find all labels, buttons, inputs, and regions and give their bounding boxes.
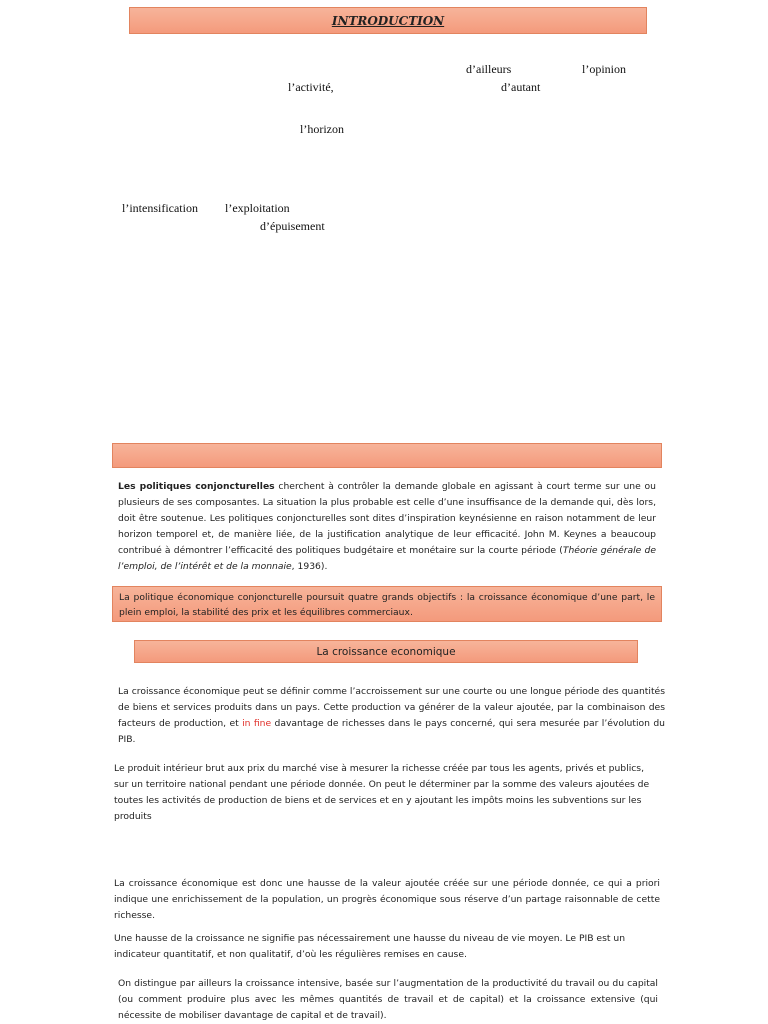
fragment-epuisement: d’épuisement [260,219,325,233]
introduction-title: INTRODUCTION [129,7,647,34]
fragment-opinion: l’opinion [582,62,626,76]
fragment-activite: l’activité, [288,80,334,94]
book-title: Théorie générale de l’emploi, de l’intérêt et de la monnaie [118,545,657,572]
fragment-ailleurs: d’ailleurs [466,62,512,76]
paragraph-text: cherchent à contrôler la demande globale en agissant à court terme sur une ou plusieurs de ses composantes. La situation la plus probable est celle d’une insuffisance de la demande qui, dès lors, doit être soutenue. Les politiques conjoncturelles sont dites d’inspiration keynésienne en raison notamment de leur horizon temporel et, de manière liée, de la justification analytique de leur efficacité. John M. Keynes a beaucoup contribué à démontrer l’efficacité des politiques budgétaire et monétaire sur la courte période ( [118,481,656,556]
fragment-horizon: l’horizon [300,122,344,136]
paragraph-niveau-de-vie: Une hausse de la croissance ne signifie pas nécessairement une hausse du niveau de vie moyen. Le PIB est un indicateur quantitatif, et non qualitatif, d’où les régulières remises en cause. [114,933,626,960]
paragraph-pib: Le produit intérieur brut aux prix du marché vise à mesurer la richesse créée par tous les agents, privés et publics, sur un territoire national pendant une période donnée. On peut le déterminer par la somme des valeurs ajoutées de toutes les activités de production de biens et de services et en y ajoutant les impôts moins les subventions sur les produits [114,763,650,822]
fragment-exploitation: l’exploitation [225,201,290,215]
paragraph-text-end: davantage de richesses dans le pays concerné, qui sera mesurée par l’évolution du PIB. [118,718,665,745]
paragraph-text: La croissance économique peut se définir comme l’accroissement sur une courte ou une longue période des quantités de biens et services produits dans un pays. Cette production va générer de la valeur ajoutée, par la combinaison des facteurs de production, et [118,686,665,729]
empty-section-band [112,443,662,468]
fragment-intensification: l’intensification [122,201,198,215]
paragraph-end: , 1936). [291,561,328,572]
bold-term: Les politiques conjoncturelles [118,481,275,492]
objectives-highlight: La politique économique conjoncturelle poursuit quatre grands objectifs : la croissance économique d’une part, le plein emploi, la stabilité des prix et les équilibres commerciaux. [112,586,662,622]
paragraph-definition-croissance [118,684,665,748]
paragraph-politiques-conjoncturelles [118,479,656,575]
section-title-croissance: La croissance economique [134,640,638,663]
red-term: in fine [242,718,272,729]
paragraph-croissance-intensive: On distingue par ailleurs la croissance intensive, basée sur l’augmentation de la productivité du travail ou du capital (ou comment produire plus avec les mêmes quantités de travail et de capital) et la croissance extensive (qui nécessite de mobiliser davantage de capital et de travail). [118,978,658,1021]
fragment-autant: d’autant [501,80,541,94]
paragraph-hausse-valeur: La croissance économique est donc une hausse de la valeur ajoutée créée sur une période donnée, ce qui a priori indique une enrichissement de la population, un progrès économique sous réserve d’un partage raisonnable de cette richesse. [114,878,660,921]
